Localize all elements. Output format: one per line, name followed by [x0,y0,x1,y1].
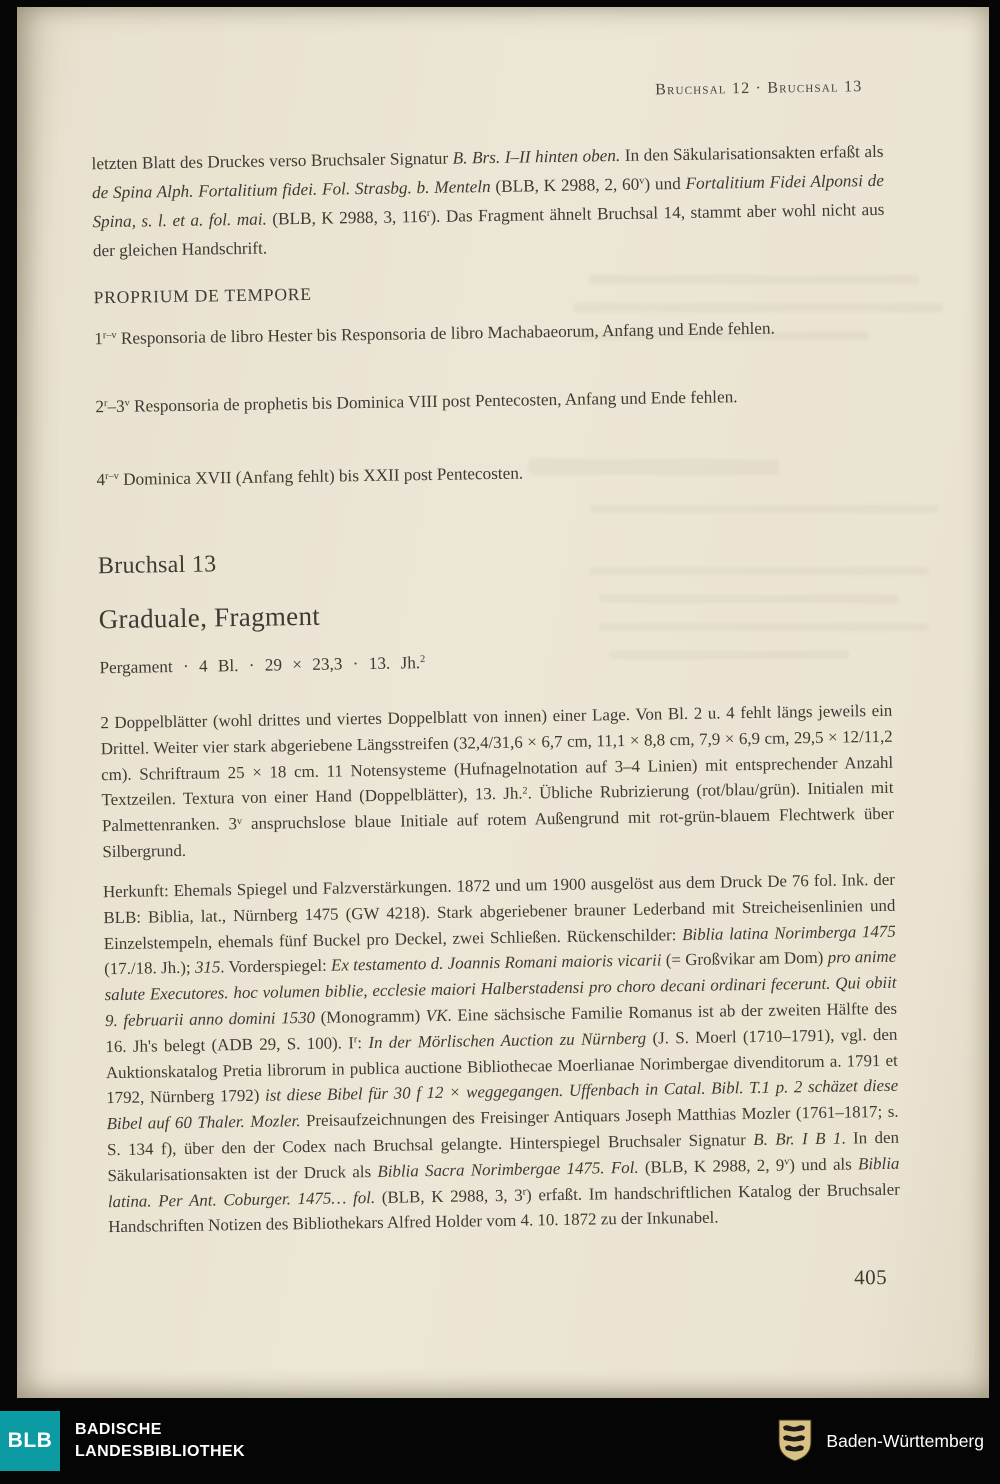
page-content [89,1,903,1404]
footer-library-branding [0,1398,245,1484]
folio-entry-3: 4$^{r-v}$ Dominica XVII (Anfang fehlt) bis XXII post Pentecosten. [96,463,524,490]
page-number: 405 [853,1264,888,1290]
library-name-line2: LANDESBIBLIOTHEK [75,1443,245,1460]
section-heading-proprium-de-tempore: PROPRIUM DE TEMPORE [93,283,312,308]
footer-state-branding [776,1418,984,1464]
intro-paragraph: letzten Blatt des Druckes verso Bruchsaler Signatur B. Brs. I–II hinten oben. In den Säkularisationsakten erfaßt als de Spina Alph. Fortalitium fidei. Fol. Strasbg. b. Menteln (BLB, K 2988, 2, 60$^v$) und Fortalitium Fidei Alponsi de Spina, s. l. et a. fol. mai. (BLB, K 2988, 3, 116$^r$). Das Fragment ähnelt Bruchsal 14, stammt aber wohl nicht aus der gleichen Handschrift. [91,141,885,261]
manuscript-number-heading: Bruchsal 13 [97,551,217,580]
viewer-footer [0,1398,1000,1484]
baden-wuerttemberg-coat-of-arms-icon [776,1418,814,1464]
folio-entry-1: 1$^{r-v}$ Responsoria de libro Hester bis Responsoria de libro Machabaeorum, Anfang und Ende fehlen. [94,318,775,349]
manuscript-title-heading: Graduale, Fragment [98,600,321,635]
library-name-line1: BADISCHE [75,1421,162,1439]
provenance-paragraph: Herkunft: Ehemals Spiegel und Falzverstärkungen. 1872 und um 1900 ausgelöst aus dem Druck De 76 fol. Ink. der BLB: Biblia, lat., Nürnberg 1475 (GW 4218). Stark abgeriebener brauner Lederband mit Streicheisenlinien und Einzelstempeln, ehemals fünf Buckel pro Deckel, zwei Schließen. Rückenschilder: Biblia latina Norimberga 1475 (17./18. Jh.); 315. Vorderspiegel: Ex testamento d. Joannis Romani maioris vicarii (= Großvikar am Dom) pro anime salute Executores. hoc volumen biblie, ecclesie maiori Halberstadensi pro choro decani ordinari fecerunt. Qui obiit 9. februarii anno domini 1530 (Monogramm) VK. Eine sächsische Familie Romanus ist ab der zweiten Hälfte des 16. Jh's belegt (ADB 29, S. 100). $I^r$: In der Mörlischen Auction zu Nürnberg (J. S. Moerl (1710–1791), vgl. den Auktionskatalog Pretia librorum in publica auctione Bibliothecae Moerlianae Norimbergae divenditorum a. 1791 et 1792, Nürnberg 1792) ist diese Bibel für 30 f 12 × weggegangen. Uffenbach in Catal. Bibl. T.1 p. 2 schäzet diese Bibel auf 60 Thaler. Mozler. Preisaufzeichnungen des Freisinger Antiquars Joseph Matthias Mozler (1761–1817; s. S. 134 f), über den der Codex nach Bruchsal gelangte. Hinterspiegel Bruchsaler Signatur B. Br. I B 1. In den Säkularisationsakten ist der Druck als Biblia Sacra Norimbergae 1475. Fol. (BLB, K 2988, 2, 9$^v$) und als Biblia latina. Per Ant. Coburger. 1475… fol. (BLB, K 2988, 3, 3$^r$) erfaßt. Im handschriftlichen Katalog der Bruchsaler Handschriften Notizen des Bibliothekars Alfred Holder vom 4. 10. 1872 zu der Inkunabel. [102,869,900,1237]
manuscript-collation-line: Pergament · 4 Bl. · 29 × 23,3 · 13. Jh.$^2$ [99,653,426,678]
running-head: Bruchsal 12 · Bruchsal 13 [654,78,863,99]
library-name [75,1419,245,1462]
blb-logo [0,1411,60,1471]
codicology-paragraph: 2 Doppelblätter (wohl drittes und viertes Doppelblatt von innen) einer Lage. Von Bl. 2 u. 4 fehlt längs jeweils ein Drittel. Weiter vier stark abgeriebene Längsstreifen (32,4/31,6 × 6,7 cm, 11,1 × 8,8 cm, 7,9 × 6,9 cm, 29,5 × 12/11,2 cm). Schriftraum 25 × 18 cm. 11 Notensysteme (Hufnagelnotation auf 3–4 Linien) mit entsprechender Anzahl Textzeilen. Textura von einer Hand (Doppelblätter), 13. Jh.$^2$. Übliche Rubrizierung (rot/blau/grün). Initialen mit Palmettenranken. 3$^v$ anspruchslose blaue Initiale auf rotem Außengrund mit rot-grün-blauem Flechtwerk über Silbergrund. [100,700,895,862]
scanned-page [17,7,989,1398]
blb-logo-text: BLB [7,1429,53,1452]
folio-entry-2: 2$^r$–3$^v$ Responsoria de prophetis bis Dominica VIII post Pentecosten, Anfang und Ende fehlen. [95,387,738,417]
state-name: Baden-Württemberg [826,1430,984,1451]
